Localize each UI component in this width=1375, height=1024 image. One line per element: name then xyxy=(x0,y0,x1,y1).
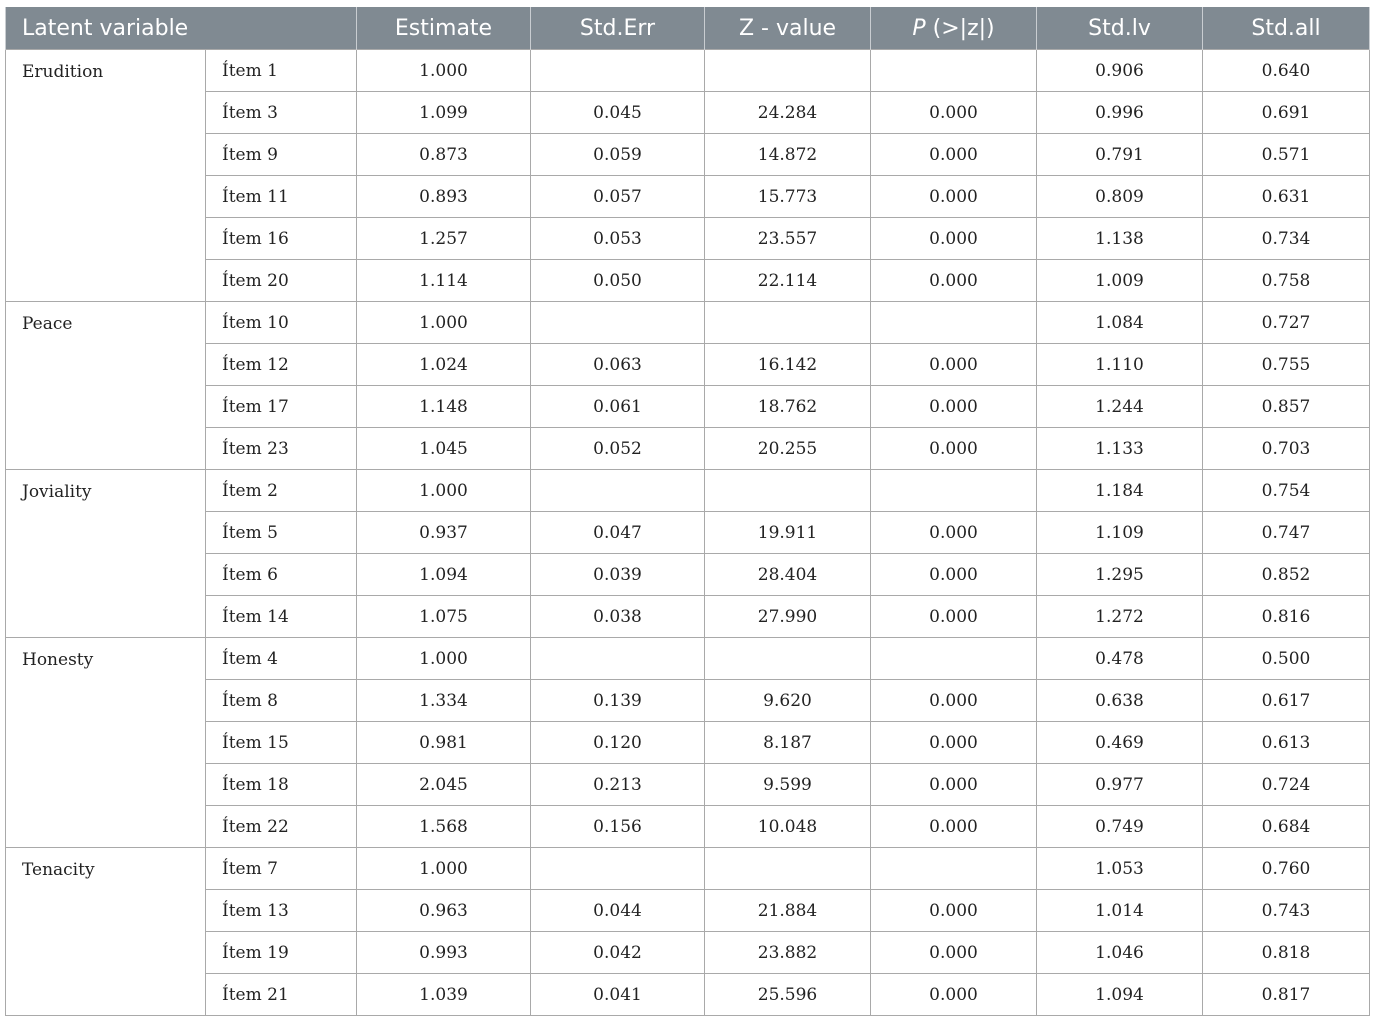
table-row xyxy=(6,176,1370,218)
cell-p-value: 0.000 xyxy=(871,260,1037,302)
cell-p-value xyxy=(871,470,1037,512)
latent-variable-name: Peace xyxy=(6,302,206,470)
cell-std-err: 0.120 xyxy=(531,722,705,764)
cell-z-value xyxy=(705,638,871,680)
cell-std-err: 0.061 xyxy=(531,386,705,428)
table-row xyxy=(6,848,1370,890)
cell-std-lv: 1.244 xyxy=(1037,386,1203,428)
cell-estimate: 0.893 xyxy=(357,176,531,218)
cell-item: Ítem 13 xyxy=(206,890,357,932)
cell-std-lv: 1.295 xyxy=(1037,554,1203,596)
cell-p-value: 0.000 xyxy=(871,176,1037,218)
cfa-loadings-table xyxy=(5,7,1370,1016)
cell-std-err: 0.038 xyxy=(531,596,705,638)
cell-std-all: 0.617 xyxy=(1203,680,1370,722)
cell-z-value: 14.872 xyxy=(705,134,871,176)
cell-p-value: 0.000 xyxy=(871,134,1037,176)
header-std-err: Std.Err xyxy=(531,7,705,50)
table-body xyxy=(6,50,1370,1016)
cell-estimate: 0.993 xyxy=(357,932,531,974)
header-p-value xyxy=(871,7,1037,50)
cell-std-lv: 0.906 xyxy=(1037,50,1203,92)
cell-z-value: 18.762 xyxy=(705,386,871,428)
cell-std-all: 0.613 xyxy=(1203,722,1370,764)
cell-std-err xyxy=(531,638,705,680)
cell-std-err xyxy=(531,50,705,92)
cell-item: Ítem 22 xyxy=(206,806,357,848)
cell-p-value: 0.000 xyxy=(871,806,1037,848)
cell-std-err: 0.052 xyxy=(531,428,705,470)
cell-p-value: 0.000 xyxy=(871,554,1037,596)
cell-std-err: 0.059 xyxy=(531,134,705,176)
cell-item: Ítem 8 xyxy=(206,680,357,722)
cell-item: Ítem 14 xyxy=(206,596,357,638)
cell-z-value: 22.114 xyxy=(705,260,871,302)
cell-z-value xyxy=(705,302,871,344)
cell-std-err: 0.042 xyxy=(531,932,705,974)
cell-item: Ítem 4 xyxy=(206,638,357,680)
cell-item: Ítem 10 xyxy=(206,302,357,344)
cell-std-all: 0.640 xyxy=(1203,50,1370,92)
cell-std-lv: 0.478 xyxy=(1037,638,1203,680)
table-row xyxy=(6,50,1370,92)
header-std-all: Std.all xyxy=(1203,7,1370,50)
cell-std-lv: 1.272 xyxy=(1037,596,1203,638)
cell-std-err: 0.156 xyxy=(531,806,705,848)
table-row xyxy=(6,596,1370,638)
cell-estimate: 0.981 xyxy=(357,722,531,764)
cell-estimate: 0.963 xyxy=(357,890,531,932)
table-row xyxy=(6,92,1370,134)
cell-std-err: 0.213 xyxy=(531,764,705,806)
header-row xyxy=(6,7,1370,50)
cell-estimate: 1.334 xyxy=(357,680,531,722)
cell-p-value xyxy=(871,302,1037,344)
cell-z-value: 23.882 xyxy=(705,932,871,974)
cell-estimate: 1.000 xyxy=(357,302,531,344)
cell-std-all: 0.684 xyxy=(1203,806,1370,848)
cell-std-all: 0.500 xyxy=(1203,638,1370,680)
cell-p-value: 0.000 xyxy=(871,596,1037,638)
cell-p-value: 0.000 xyxy=(871,974,1037,1016)
cell-std-all: 0.754 xyxy=(1203,470,1370,512)
cell-std-err xyxy=(531,470,705,512)
cell-std-all: 0.818 xyxy=(1203,932,1370,974)
cell-z-value: 15.773 xyxy=(705,176,871,218)
cell-z-value: 23.557 xyxy=(705,218,871,260)
cell-p-value xyxy=(871,848,1037,890)
header-p-suffix: (>|z|) xyxy=(932,15,995,41)
cell-estimate: 1.148 xyxy=(357,386,531,428)
cell-std-all: 0.747 xyxy=(1203,512,1370,554)
cell-item: Ítem 21 xyxy=(206,974,357,1016)
cell-z-value xyxy=(705,848,871,890)
latent-variable-name: Honesty xyxy=(6,638,206,848)
cell-std-lv: 0.469 xyxy=(1037,722,1203,764)
cell-std-lv: 1.094 xyxy=(1037,974,1203,1016)
cell-item: Ítem 15 xyxy=(206,722,357,764)
cell-item: Ítem 11 xyxy=(206,176,357,218)
header-latent-variable: Latent variable xyxy=(6,7,357,50)
cell-estimate: 0.937 xyxy=(357,512,531,554)
table-header xyxy=(6,7,1370,50)
table-row xyxy=(6,890,1370,932)
cell-item: Ítem 20 xyxy=(206,260,357,302)
cell-p-value: 0.000 xyxy=(871,722,1037,764)
table-row xyxy=(6,134,1370,176)
cell-p-value xyxy=(871,50,1037,92)
cell-estimate: 1.114 xyxy=(357,260,531,302)
cell-p-value: 0.000 xyxy=(871,386,1037,428)
table-row xyxy=(6,302,1370,344)
cell-p-value: 0.000 xyxy=(871,932,1037,974)
cell-item: Ítem 12 xyxy=(206,344,357,386)
cell-std-lv: 0.791 xyxy=(1037,134,1203,176)
cell-std-all: 0.727 xyxy=(1203,302,1370,344)
table-row xyxy=(6,722,1370,764)
cell-item: Ítem 6 xyxy=(206,554,357,596)
cell-item: Ítem 7 xyxy=(206,848,357,890)
cell-std-lv: 1.110 xyxy=(1037,344,1203,386)
table-row xyxy=(6,806,1370,848)
table-row xyxy=(6,260,1370,302)
cell-estimate: 1.257 xyxy=(357,218,531,260)
table-row xyxy=(6,386,1370,428)
cell-p-value: 0.000 xyxy=(871,92,1037,134)
cell-std-all: 0.631 xyxy=(1203,176,1370,218)
cell-estimate: 1.039 xyxy=(357,974,531,1016)
cell-p-value: 0.000 xyxy=(871,890,1037,932)
cell-p-value xyxy=(871,638,1037,680)
cell-z-value: 16.142 xyxy=(705,344,871,386)
cell-estimate: 1.568 xyxy=(357,806,531,848)
cfa-loadings-table-wrapper xyxy=(5,7,1369,1016)
cell-std-err: 0.053 xyxy=(531,218,705,260)
cell-std-lv: 0.996 xyxy=(1037,92,1203,134)
cell-item: Ítem 16 xyxy=(206,218,357,260)
cell-std-lv: 0.638 xyxy=(1037,680,1203,722)
cell-std-err: 0.057 xyxy=(531,176,705,218)
cell-std-all: 0.760 xyxy=(1203,848,1370,890)
cell-std-err xyxy=(531,302,705,344)
cell-std-err: 0.139 xyxy=(531,680,705,722)
cell-estimate: 1.094 xyxy=(357,554,531,596)
latent-variable-name: Erudition xyxy=(6,50,206,302)
cell-estimate: 2.045 xyxy=(357,764,531,806)
cell-z-value: 28.404 xyxy=(705,554,871,596)
table-row xyxy=(6,428,1370,470)
cell-std-lv: 1.084 xyxy=(1037,302,1203,344)
cell-z-value: 9.599 xyxy=(705,764,871,806)
cell-std-lv: 1.138 xyxy=(1037,218,1203,260)
cell-z-value: 24.284 xyxy=(705,92,871,134)
cell-std-err: 0.063 xyxy=(531,344,705,386)
cell-item: Ítem 23 xyxy=(206,428,357,470)
table-row xyxy=(6,638,1370,680)
cell-std-lv: 1.009 xyxy=(1037,260,1203,302)
table-row xyxy=(6,764,1370,806)
cell-std-all: 0.817 xyxy=(1203,974,1370,1016)
cell-z-value: 10.048 xyxy=(705,806,871,848)
cell-estimate: 1.000 xyxy=(357,848,531,890)
table-row xyxy=(6,512,1370,554)
cell-std-err: 0.039 xyxy=(531,554,705,596)
cell-item: Ítem 9 xyxy=(206,134,357,176)
cell-std-all: 0.852 xyxy=(1203,554,1370,596)
cell-estimate: 1.000 xyxy=(357,470,531,512)
cell-estimate: 1.075 xyxy=(357,596,531,638)
cell-std-lv: 1.109 xyxy=(1037,512,1203,554)
cell-z-value: 19.911 xyxy=(705,512,871,554)
cell-p-value: 0.000 xyxy=(871,344,1037,386)
header-std-lv: Std.lv xyxy=(1037,7,1203,50)
cell-z-value xyxy=(705,50,871,92)
cell-item: Ítem 19 xyxy=(206,932,357,974)
cell-std-err: 0.047 xyxy=(531,512,705,554)
cell-std-lv: 0.977 xyxy=(1037,764,1203,806)
cell-item: Ítem 1 xyxy=(206,50,357,92)
cell-item: Ítem 18 xyxy=(206,764,357,806)
table-row xyxy=(6,680,1370,722)
cell-std-all: 0.571 xyxy=(1203,134,1370,176)
cell-item: Ítem 17 xyxy=(206,386,357,428)
cell-estimate: 1.000 xyxy=(357,50,531,92)
cell-p-value: 0.000 xyxy=(871,680,1037,722)
cell-std-all: 0.755 xyxy=(1203,344,1370,386)
cell-std-err: 0.041 xyxy=(531,974,705,1016)
cell-std-all: 0.724 xyxy=(1203,764,1370,806)
cell-z-value: 20.255 xyxy=(705,428,871,470)
cell-estimate: 0.873 xyxy=(357,134,531,176)
cell-estimate: 1.024 xyxy=(357,344,531,386)
cell-std-err: 0.050 xyxy=(531,260,705,302)
cell-std-lv: 1.184 xyxy=(1037,470,1203,512)
table-row xyxy=(6,554,1370,596)
cell-std-err: 0.045 xyxy=(531,92,705,134)
cell-std-all: 0.691 xyxy=(1203,92,1370,134)
cell-std-lv: 1.053 xyxy=(1037,848,1203,890)
table-row xyxy=(6,218,1370,260)
cell-z-value: 25.596 xyxy=(705,974,871,1016)
cell-std-all: 0.758 xyxy=(1203,260,1370,302)
header-p-label: P xyxy=(912,15,926,41)
cell-std-lv: 1.133 xyxy=(1037,428,1203,470)
cell-estimate: 1.045 xyxy=(357,428,531,470)
cell-p-value: 0.000 xyxy=(871,512,1037,554)
cell-estimate: 1.000 xyxy=(357,638,531,680)
cell-std-lv: 0.749 xyxy=(1037,806,1203,848)
cell-p-value: 0.000 xyxy=(871,428,1037,470)
table-row xyxy=(6,470,1370,512)
cell-item: Ítem 2 xyxy=(206,470,357,512)
cell-z-value: 27.990 xyxy=(705,596,871,638)
cell-z-value: 21.884 xyxy=(705,890,871,932)
cell-std-err: 0.044 xyxy=(531,890,705,932)
cell-z-value: 9.620 xyxy=(705,680,871,722)
cell-std-lv: 0.809 xyxy=(1037,176,1203,218)
cell-item: Ítem 3 xyxy=(206,92,357,134)
header-z-value: Z - value xyxy=(705,7,871,50)
cell-std-all: 0.857 xyxy=(1203,386,1370,428)
cell-std-all: 0.703 xyxy=(1203,428,1370,470)
cell-p-value: 0.000 xyxy=(871,218,1037,260)
cell-p-value: 0.000 xyxy=(871,764,1037,806)
header-estimate: Estimate xyxy=(357,7,531,50)
cell-z-value xyxy=(705,470,871,512)
cell-std-all: 0.743 xyxy=(1203,890,1370,932)
table-row xyxy=(6,932,1370,974)
cell-std-err xyxy=(531,848,705,890)
table-row xyxy=(6,974,1370,1016)
latent-variable-name: Tenacity xyxy=(6,848,206,1016)
cell-std-all: 0.816 xyxy=(1203,596,1370,638)
cell-z-value: 8.187 xyxy=(705,722,871,764)
cell-std-lv: 1.046 xyxy=(1037,932,1203,974)
cell-estimate: 1.099 xyxy=(357,92,531,134)
table-row xyxy=(6,344,1370,386)
cell-std-all: 0.734 xyxy=(1203,218,1370,260)
cell-item: Ítem 5 xyxy=(206,512,357,554)
cell-std-lv: 1.014 xyxy=(1037,890,1203,932)
latent-variable-name: Joviality xyxy=(6,470,206,638)
